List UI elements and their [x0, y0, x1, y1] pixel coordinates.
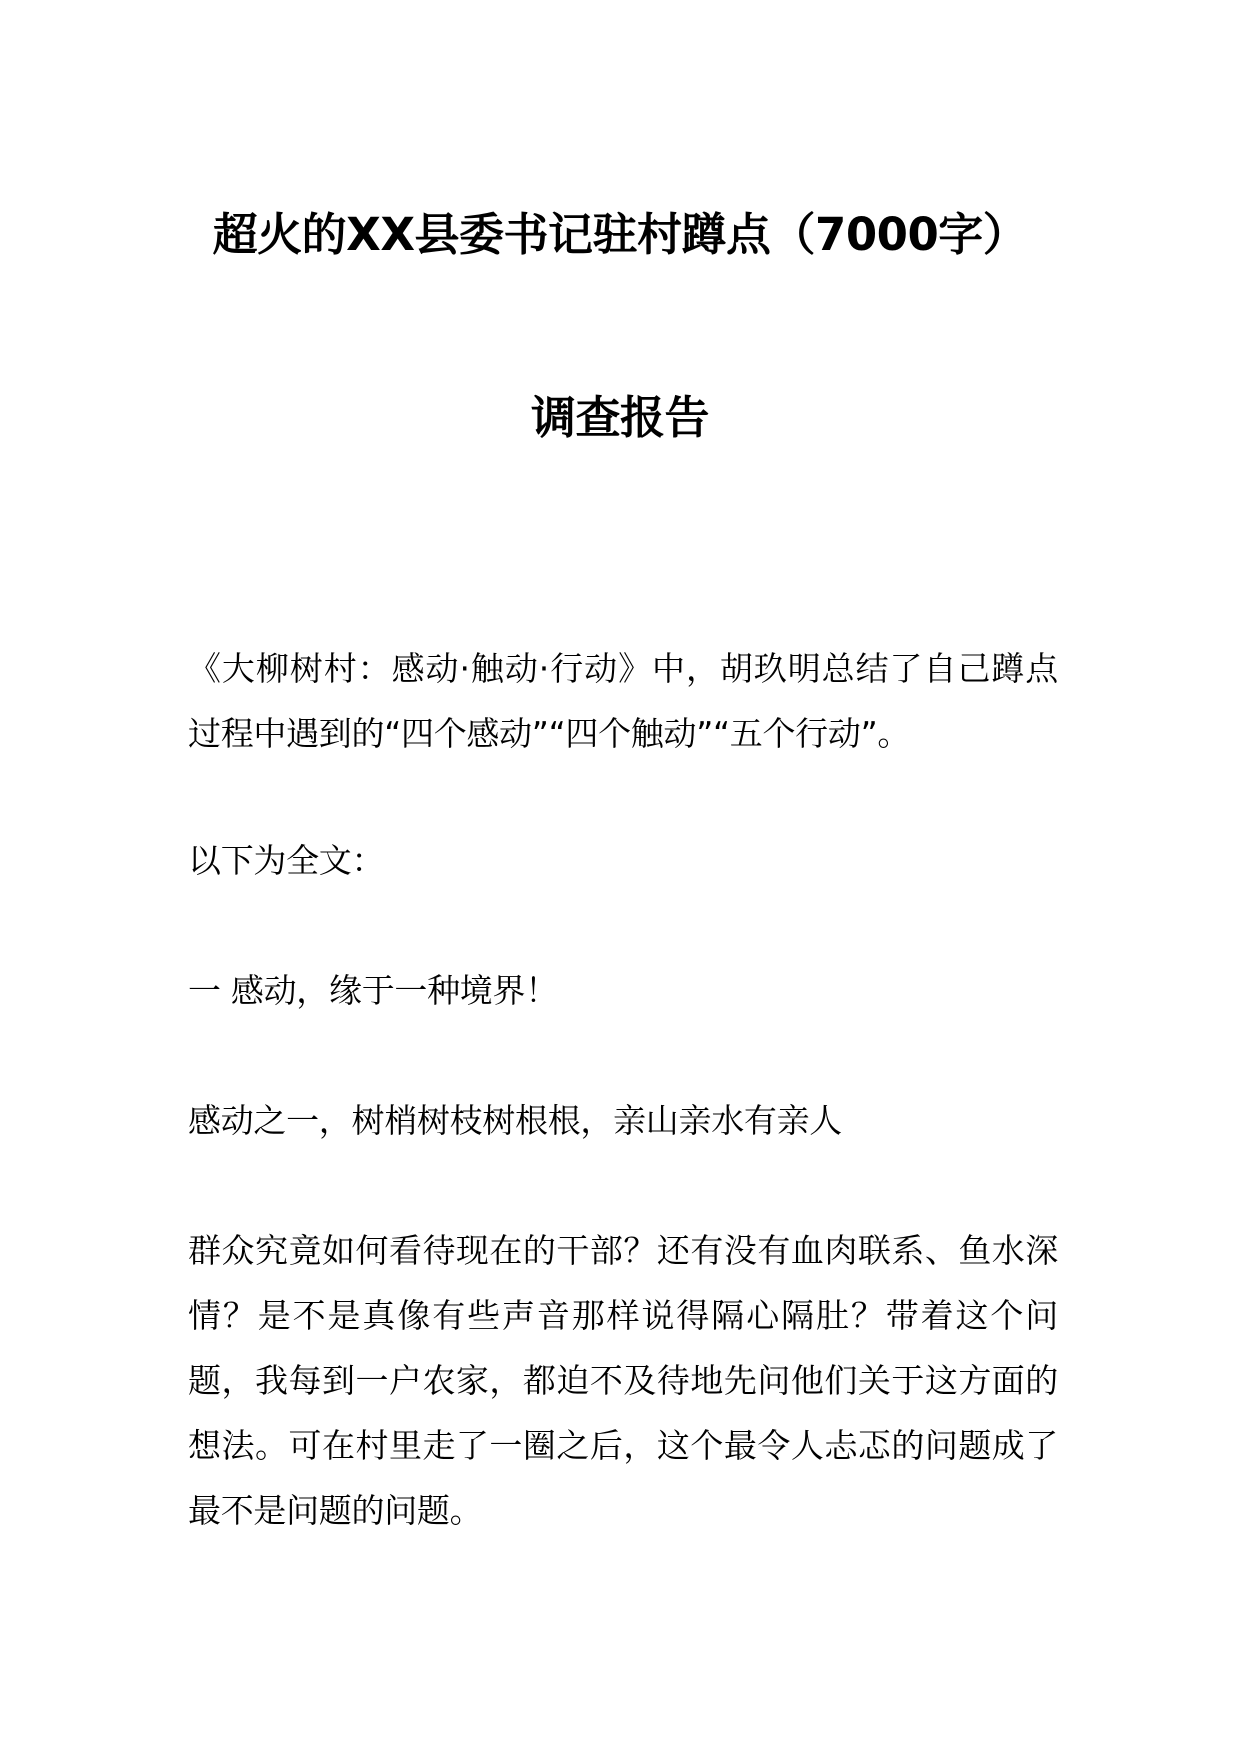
full-text-label: 以下为全文： [188, 841, 385, 880]
body-paragraph: 群众究竟如何看待现在的干部？还有没有血肉联系、鱼水深情？是不是真像有些声音那样说得隔心隔肚？带着这个问题，我每到一户农家，都迫不及待地先问他们关于这方面的想法。可在村里走了一圈之后，这个最令人忐忑的问题成了最不是问题的问题。 [188, 1231, 1058, 1530]
section-subheading: 感动之一，树梢树枝树根根，亲山亲水有亲人 [188, 1101, 843, 1140]
intro-paragraph: 《大柳树村：感动·触动·行动》中，胡玖明总结了自己蹲点过程中遇到的“四个感动”“四个触动”“五个行动”。 [188, 649, 1058, 753]
document-subtitle: 调查报告 [530, 391, 709, 444]
document-title: 超火的XX县委书记驻村蹲点（7000字） [212, 208, 1028, 261]
section-heading: 一 感动，缘于一种境界！ [188, 971, 558, 1010]
